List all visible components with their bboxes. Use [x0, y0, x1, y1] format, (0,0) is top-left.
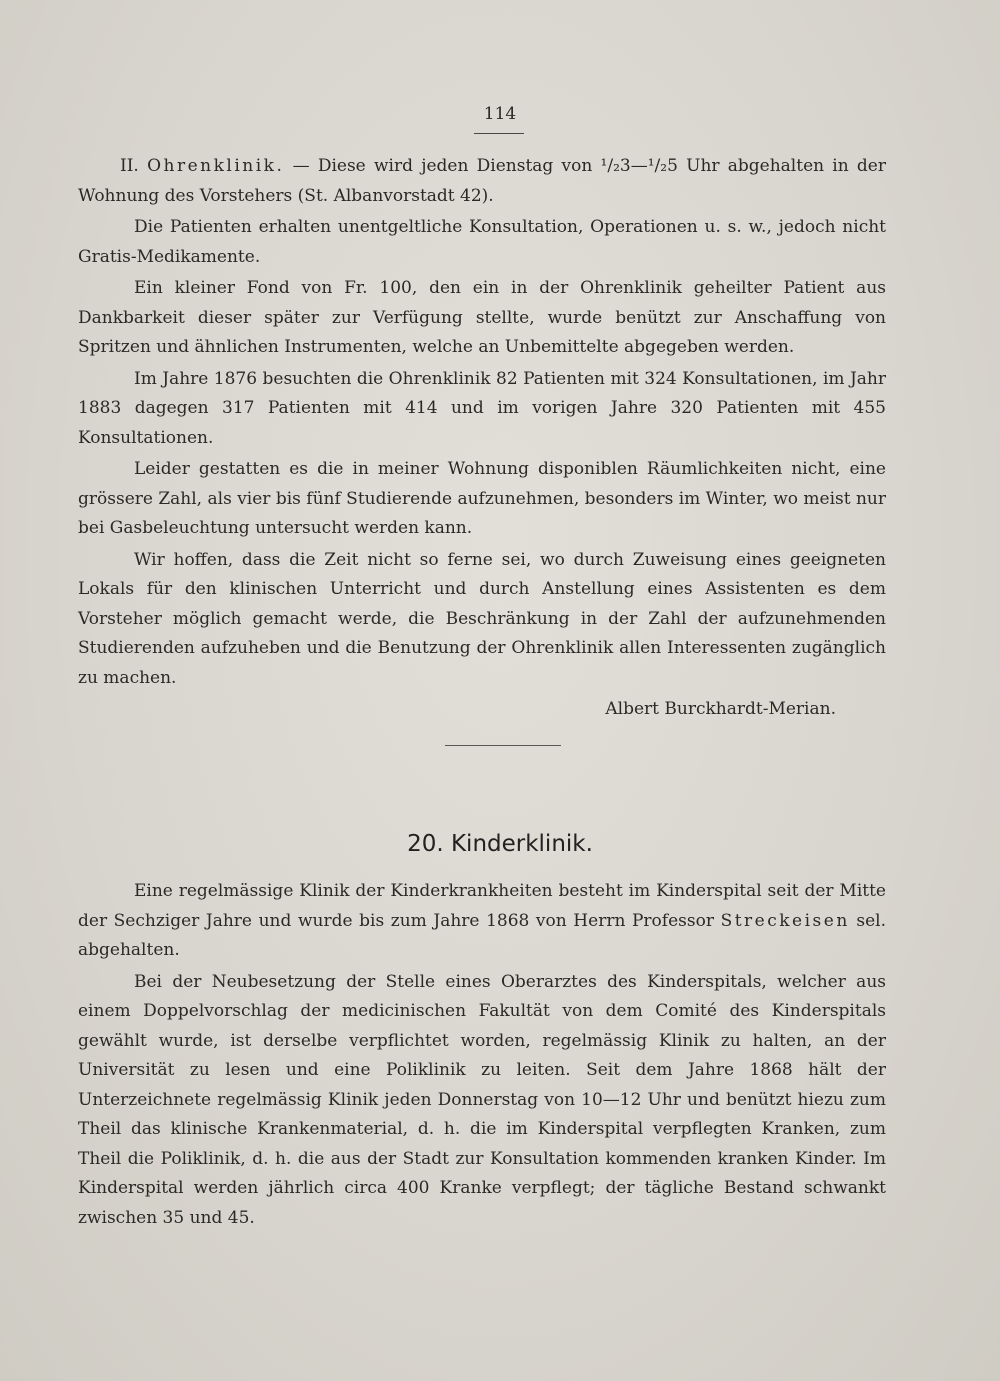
ohrenklinik-section: [78, 152, 886, 725]
page-number-rule: [474, 133, 524, 134]
paragraph-hoffnung: Wir hoffen, dass die Zeit nicht so ferne sei, wo durch Zuweisung eines geeigneten Lokals für den klinischen Unterricht und durch Anstellung eines Assistenten es dem Vorsteher möglich gemacht werde, die Beschränkung in der Zahl der aufzunehmenden Studierenden aufzuheben und die Benutzung der Ohrenklinik allen Interessenten zugänglich zu machen.: [78, 549, 886, 688]
paragraph-text: Eine regelmässige Klinik der Kinderkrankheiten besteht im Kinderspital seit der Mitte der Sechziger Jahre und wurde bis zum Jahre 1868 von Herrn Professor: [78, 881, 886, 931]
signature: Albert Burckhardt-Merian.: [605, 699, 836, 719]
section-title-spaced: Ohrenklinik.: [147, 156, 285, 176]
kinderklinik-section: [78, 877, 886, 1235]
paragraph-text: sel. abgehalten.: [78, 910, 887, 960]
section-numeral: II.: [120, 156, 148, 176]
paragraph-ohrenklinik-intro: [78, 152, 886, 211]
paragraph-fond: Ein kleiner Fond von Fr. 100, den ein in der Ohrenklinik geheilter Patient aus Dankbarkeit dieser später zur Verfügung stellte, wurde benützt zur Anschaffung von Spritzen und ähnlichen Instrumenten, welche an Unbemittelte abgegeben werden.: [78, 278, 886, 357]
paragraph-kinderklinik-intro: [78, 877, 886, 966]
paragraph-text: — Diese wird jeden Dienstag von ¹/₂3—¹/₂5 Uhr abgehalten in der Wohnung des Vorstehers (St. Albanvorstadt 42).: [78, 156, 886, 206]
section-divider: [445, 745, 561, 746]
section-heading: 20. Kinderklinik.: [407, 831, 593, 857]
paragraph-konsultation: Die Patienten erhalten unentgeltliche Konsultation, Operationen u. s. w., jedoch nicht Gratis-Medikamente.: [78, 217, 886, 267]
paragraph-neubesetzung: Bei der Neubesetzung der Stelle eines Oberarztes des Kinderspitals, welcher aus einem Doppelvorschlag der medicinischen Fakultät von dem Comité des Kinderspitals gewählt wurde, ist derselbe verpflichtet worden, regelmässig Klinik zu halten, an der Universität zu lesen und eine Poliklinik zu leiten. Seit dem Jahre 1868 hält der Unterzeichnete regelmässig Klinik jeden Donnerstag von 10—12 Uhr und benützt hiezu zum Theil das klinische Krankenmaterial, d. h. die im Kinderspital verpflegten Kranken, zum Theil die Poliklinik, d. h. die aus der Stadt zur Konsultation kommenden kranken Kinder. Im Kinderspital werden jährlich circa 400 Kranke verpflegt; der tägliche Bestand schwankt zwischen 35 und 45.: [78, 971, 886, 1228]
name-spaced: Streckeisen: [720, 910, 850, 931]
paragraph-raeumlichkeiten: Leider gestatten es die in meiner Wohnung disponiblen Räumlichkeiten nicht, eine grössere Zahl, als vier bis fünf Studierende aufzunehmen, besonders im Winter, wo meist nur bei Gasbeleuchtung untersucht werden kann.: [78, 459, 886, 538]
paragraph-statistik: Im Jahre 1876 besuchten die Ohrenklinik 82 Patienten mit 324 Konsultationen, im Jahr 1883 dagegen 317 Patienten mit 414 und im vorigen Jahre 320 Patienten mit 455 Konsultationen.: [78, 368, 886, 448]
page-number: 114: [483, 104, 517, 124]
